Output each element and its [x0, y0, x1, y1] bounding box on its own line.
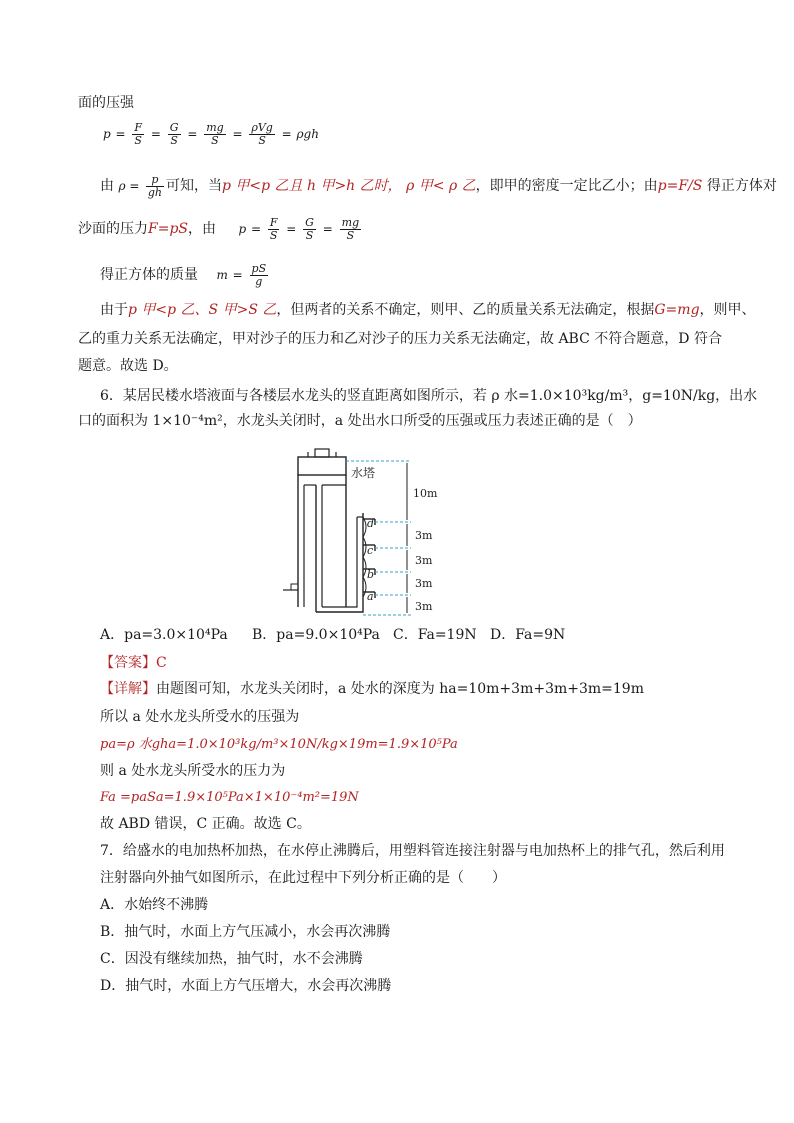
fraction: $\frac{G}{S}$ [169, 121, 179, 147]
dim-label: 3m [415, 554, 433, 567]
paragraph: 沙面的压力F=pS，由 p = $\frac{F}{S}$ = $\frac{G}{S}$ = $\frac{mg}{S}$ [78, 215, 360, 242]
fraction: $\frac{G}{S}$ [305, 215, 314, 242]
option-d: D．Fa=9N [490, 627, 566, 643]
formula-tail: ρgh [296, 127, 319, 141]
answer-label: 【答案】C [100, 655, 167, 671]
fraction: $\frac{\text{ρVg}}{S}$ [251, 121, 273, 147]
fraction: $\frac{pS}{g}$ [251, 261, 267, 288]
tap-label: a [367, 590, 374, 603]
dim-label: 3m [415, 529, 433, 542]
water-tower-diagram [283, 447, 503, 617]
fraction: $\frac{F}{S}$ [269, 215, 278, 242]
option-a: A．pa=3.0×10⁴Pa [100, 627, 228, 643]
option-b: B．抽气时，水面上方气压减小，水会再次沸腾 [100, 924, 391, 940]
force-calc: Fa =paSa=1.9×10⁵Pa×1×10⁻⁴m²=19N [100, 790, 359, 805]
fraction: $\frac{p}{gh}$ [147, 172, 162, 199]
paragraph: 乙的重力关系无法确定，甲对沙子的压力和乙对沙子的压力关系无法确定，故 ABC 不符合题意，D 符合 [78, 331, 722, 347]
paragraph: 题意。故选 D。 [78, 358, 178, 374]
option-d: D．抽气时，水面上方气压增大，水会再次沸腾 [100, 978, 392, 994]
option-a: A．水始终不沸腾 [100, 897, 209, 913]
conclusion: 故 ABD 错误，C 正确。故选 C。 [100, 816, 311, 832]
fraction: $\frac{mg}{S}$ [341, 215, 360, 242]
paragraph: 由于p 甲<p 乙、S 甲>S 乙，但两者的关系不确定，则甲、乙的质量关系无法确定，根据G=mg，则甲、 [100, 302, 756, 318]
option-c: C．因没有继续加热，抽气时，水不会沸腾 [100, 951, 363, 967]
tower-label: 水塔 [351, 466, 376, 480]
tower-cap [315, 449, 329, 457]
option-b: B．pa=9.0×10⁴Pa [252, 627, 380, 643]
tap-label: c [367, 544, 374, 557]
question-7-line-1: 7．给盛水的电加热杯加热，在水停止沸腾后，用塑料管连接注射器与电加热杯上的排气孔，然后利用 [100, 843, 725, 859]
fraction: $\frac{F}{S}$ [134, 121, 143, 147]
detail-line: 则 a 处水龙头所受水的压力为 [100, 763, 286, 779]
detail-line: 所以 a 处水龙头所受水的压强为 [100, 709, 300, 725]
formula-symbol: p [103, 127, 111, 141]
tower-tank [298, 457, 346, 475]
question-7-line-2: 注射器向外抽气如图所示，在此过程中下列分析正确的是（ ） [100, 870, 506, 886]
question-6-line-2: 口的面积为 1×10⁻⁴m²，水龙头关闭时，a 处出水口所受的压强或压力表述正确的是（ ） [78, 413, 642, 429]
option-c: C．Fa=19N [393, 627, 477, 643]
pressure-formula: p = $\frac{F}{S}$ = $\frac{G}{S}$ = $\frac{mg}{S}$ = $\frac{\text{ρVg}}{S}$ = ρgh [103, 121, 319, 147]
paragraph: 由 ρ = $\frac{p}{gh}$ 可知，当p 甲<p 乙且 h 甲>h 乙时， ρ 甲< ρ 乙，即甲的密度一定比乙小；由p=F/S 得正方体对 [100, 172, 777, 199]
tap-label: b [367, 568, 375, 581]
dim-label: 3m [415, 577, 433, 590]
question-6-line-1: 6．某居民楼水塔液面与各楼层水龙头的竖直距离如图所示，若 ρ 水=1.0×10³kg/m³，g=10N/kg，出水 [100, 388, 758, 404]
paragraph: 得正方体的质量 m = $\frac{pS}{g}$ [100, 261, 267, 288]
dim-label: 3m [415, 600, 433, 613]
tap-label: d [367, 517, 375, 530]
fraction: $\frac{mg}{S}$ [206, 121, 224, 147]
dim-label: 10m [413, 487, 438, 500]
pressure-calc: pa=ρ 水gha=1.0×10³kg/m³×10N/kg×19m=1.9×10⁵Pa [100, 737, 458, 752]
detail-line: 【详解】由题图可知，水龙头关闭时，a 处水的深度为 ha=10m+3m+3m+3m=19m [100, 681, 644, 697]
text-line: 面的压强 [78, 95, 134, 111]
